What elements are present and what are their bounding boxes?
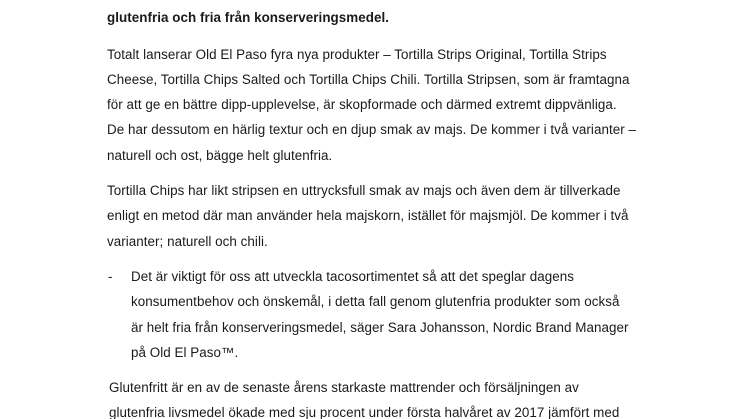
quote-line: är helt fria från konserveringsmedel, säger Sara Johansson, Nordic Brand Manager — [131, 320, 629, 335]
paragraph-line: för att ge en bättre dipp-upplevelse, är skopformade och därmed extremt dippvänliga. — [107, 97, 617, 112]
quote-line: konsumentbehov och önskemål, i detta fall genom glutenfria produkter som också — [131, 294, 620, 309]
paragraph-line: Tortilla Chips har likt stripsen en uttrycksfull smak av majs och även dem är tillverkade — [107, 183, 621, 198]
quote-line: på Old El Paso™. — [131, 345, 239, 360]
paragraph-line: naturell och ost, bägge helt glutenfria. — [107, 148, 333, 163]
paragraph-line: Totalt lanserar Old El Paso fyra nya produkter – Tortilla Strips Original, Tortilla Strips — [107, 47, 607, 62]
paragraph-line: glutenfria livsmedel ökade med sju procent under första halvåret av 2017 jämfört med — [109, 405, 620, 419]
list-bullet-marker: - — [108, 269, 113, 284]
paragraph-line: Glutenfritt är en av de senaste årens starkaste mattrender och försäljningen av — [109, 380, 579, 395]
quote-line: Det är viktigt för oss att utveckla tacosortimentet så att det speglar dagens — [131, 269, 574, 284]
paragraph-line: enligt en metod där man använder hela majskorn, istället för majsmjöl. De kommer i två — [107, 208, 629, 223]
lead-paragraph-tail: glutenfria och fria från konserveringsmedel. — [107, 10, 389, 25]
paragraph-line: varianter; naturell och chili. — [107, 234, 268, 249]
paragraph-line: Cheese, Tortilla Chips Salted och Tortilla Chips Chili. Tortilla Stripsen, som är framtagna — [107, 72, 630, 87]
paragraph-line: De har dessutom en härlig textur och en djup smak av majs. De kommer i två varianter – — [107, 122, 636, 137]
